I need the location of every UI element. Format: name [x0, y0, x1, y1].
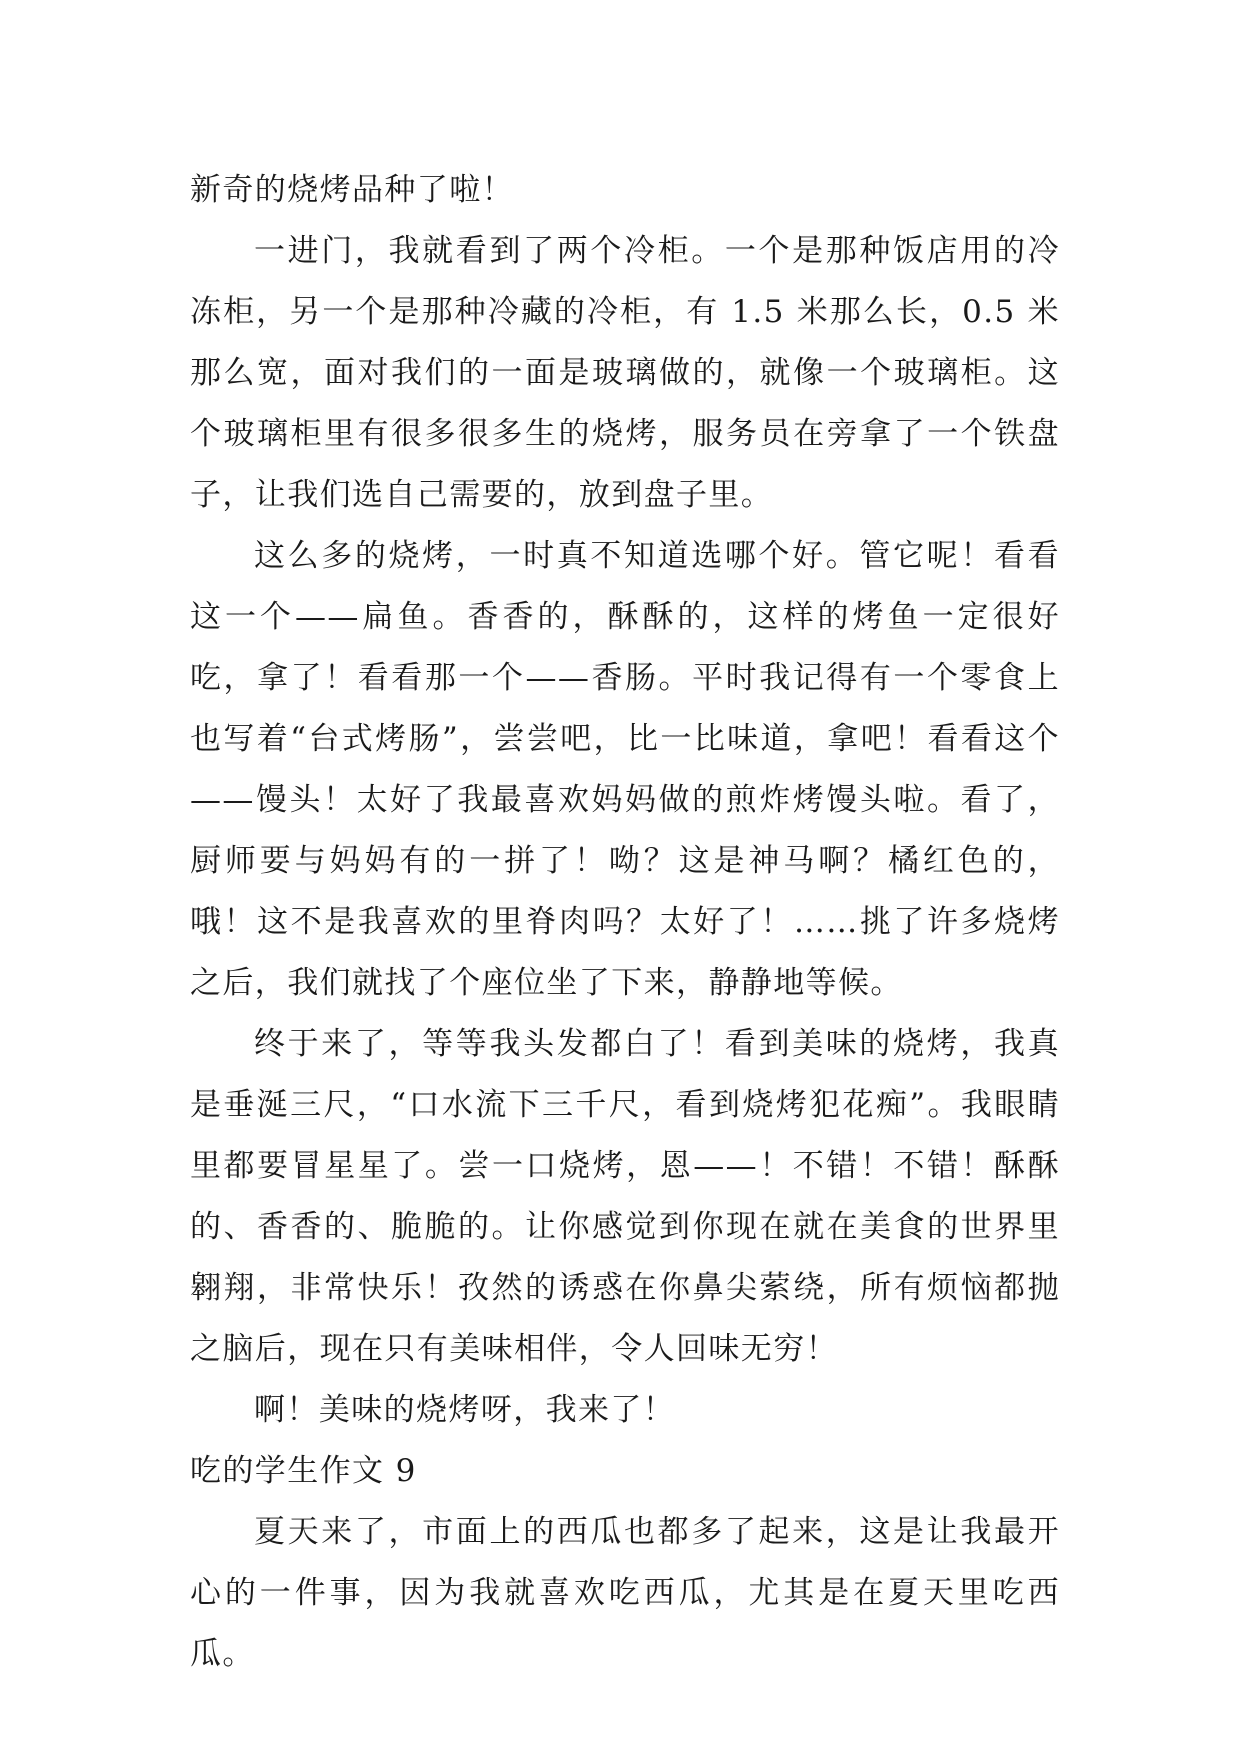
paragraph-closing: 啊！美味的烧烤呀，我来了！ — [254, 1392, 676, 1428]
paragraph-choosing: 这么多的烧烤，一时真不知道选哪个好。管它呢！看看这一个——扁鱼。香香的，酥酥的，这样的烤鱼一定很好吃，拿了！看看那一个——香肠。平时我记得有一个零食上也写着“台式烤肠”，尝尝吧，比一比味道，拿吧！看看这个——馒头！太好了我最喜欢妈妈做的煎炸烤馒头啦。看了，厨师要与妈妈有的一拼了！呦？这是神马啊？橘红色的，哦！这不是我喜欢的里脊肉吗？太好了！……挑了许多烧烤之后，我们就找了个座位坐了下来，静静地等候。 — [190, 538, 1060, 1001]
paragraph-tasting: 终于来了，等等我头发都白了！看到美味的烧烤，我真是垂涎三尺，“口水流下三千尺，看到烧烤犯花痴”。我眼睛里都要冒星星了。尝一口烧烤，恩——！不错！不错！酥酥的、香香的、脆脆的。让你感觉到你现在就在美食的世界里翱翔，非常快乐！孜然的诱惑在你鼻尖萦绕，所有烦恼都抛之脑后，现在只有美味相伴，令人回味无穷！ — [190, 1026, 1060, 1367]
paragraph-watermelon: 夏天来了，市面上的西瓜也都多了起来，这是让我最开心的一件事，因为我就喜欢吃西瓜，尤其是在夏天里吃西瓜。 — [190, 1514, 1060, 1672]
essay-heading: 吃的学生作文 9 — [190, 1453, 417, 1489]
document-body — [190, 160, 1060, 1685]
paragraph-continuation: 新奇的烧烤品种了啦！ — [190, 172, 514, 208]
paragraph-freezers: 一进门，我就看到了两个冷柜。一个是那种饭店用的冷冻柜，另一个是那种冷藏的冷柜，有 1.5 米那么长，0.5 米那么宽，面对我们的一面是玻璃做的，就像一个玻璃柜。这个玻璃柜里有很多很多生的烧烤，服务员在旁拿了一个铁盘子，让我们选自己需要的，放到盘子里。 — [190, 233, 1060, 513]
